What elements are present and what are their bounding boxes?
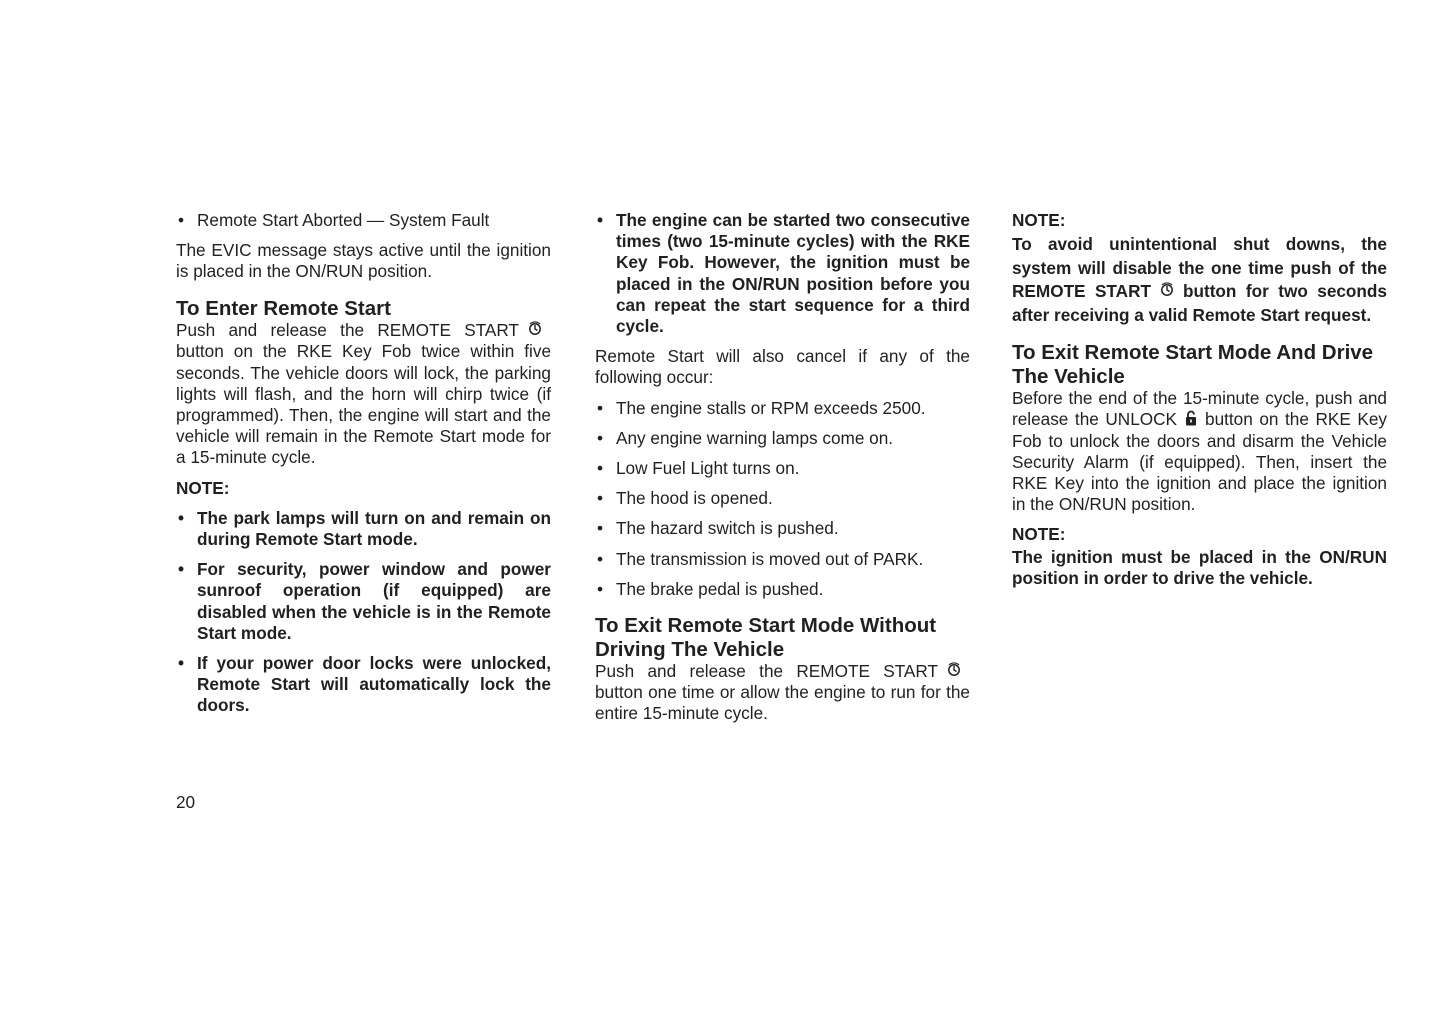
remote-start-icon [527, 321, 543, 337]
status-list [176, 210, 551, 231]
exit-and-drive-paragraph: Before the end of the 15-minute cycle, push and release the UNLOCK button on the RKE Key Fob to unlock the doors and disarm the Vehicle Security Alarm (if equipped). Then, insert the RKE Key into the ignition and place the ignition in the ON/RUN position. [1012, 388, 1387, 515]
list-item: • The hood is opened. [597, 488, 773, 509]
list-item: • The brake pedal is pushed. [597, 578, 824, 599]
list-item: • Any engine warning lamps come on. [597, 427, 894, 448]
section-heading-enter-remote-start: To Enter Remote Start [176, 296, 391, 320]
enter-remote-start-paragraph: Push and release the REMOTE STARTbutton on the RKE Key Fob twice within five seconds. The vehicle doors will lock, the parking lights will flash, and the horn will chirp twice (if programmed). Then, the engine will start and the vehicle will remain in the Remote Start mode for a 15-minute cycle. [176, 320, 551, 468]
section-heading-exit-and-drive: To Exit Remote Start Mode And Drive The Vehicle [1012, 341, 1374, 388]
column-left [176, 210, 551, 726]
remote-start-icon [1159, 282, 1175, 298]
cancel-conditions-list [595, 398, 970, 600]
note-label: NOTE: [176, 477, 230, 498]
list-item: • Low Fuel Light turns on. [597, 458, 800, 479]
note-label: NOTE: [1012, 524, 1066, 545]
list-item: • The park lamps will turn on and remain on during Remote Start mode. [178, 507, 551, 549]
remote-start-icon [946, 662, 962, 678]
note-bullet-list [176, 508, 551, 717]
evic-paragraph: The EVIC message stays active until the ignition is placed in the ON/RUN position. [176, 240, 551, 282]
section-heading-exit-without-driving: To Exit Remote Start Mode Without Driving The Vehicle [595, 614, 937, 661]
page-number: 20 [176, 792, 196, 812]
unlock-icon [1183, 410, 1199, 426]
note-label: NOTE: [1012, 210, 1066, 230]
list-item: • The transmission is moved out of PARK. [597, 548, 924, 569]
column-middle [595, 210, 970, 734]
cancel-intro-paragraph: Remote Start will also cancel if any of the following occur: [595, 346, 970, 388]
note-bullet-list [595, 210, 970, 337]
list-item: • The engine stalls or RPM exceeds 2500. [597, 397, 926, 418]
list-item: • Remote Start Aborted — System Fault [178, 210, 490, 230]
list-item: • The hazard switch is pushed. [597, 518, 839, 539]
list-item: • If your power door locks were unlocked, Remote Start will automatically lock the doors. [178, 652, 551, 716]
note-text: To avoid unintentional shut downs, the system will disable the one time push of the REMOTE START button for two seconds after receiving a valid Remote Start request. [1012, 234, 1387, 325]
list-item: • The engine can be started two consecutive times (two 15-minute cycles) with the RKE Key Fob. However, the ignition must be placed in the ON/RUN position before you can repeat the start sequence for a third cycle. [597, 210, 970, 337]
column-right [1012, 210, 1387, 598]
note-text: The ignition must be placed in the ON/RUN position in order to drive the vehicle. [1012, 546, 1387, 588]
list-item: • For security, power window and power sunroof operation (if equipped) are disabled when the vehicle is in the Remote Start mode. [178, 559, 551, 643]
exit-without-driving-paragraph: Push and release the REMOTE STARTbutton one time or allow the engine to run for the entire 15-minute cycle. [595, 661, 970, 724]
